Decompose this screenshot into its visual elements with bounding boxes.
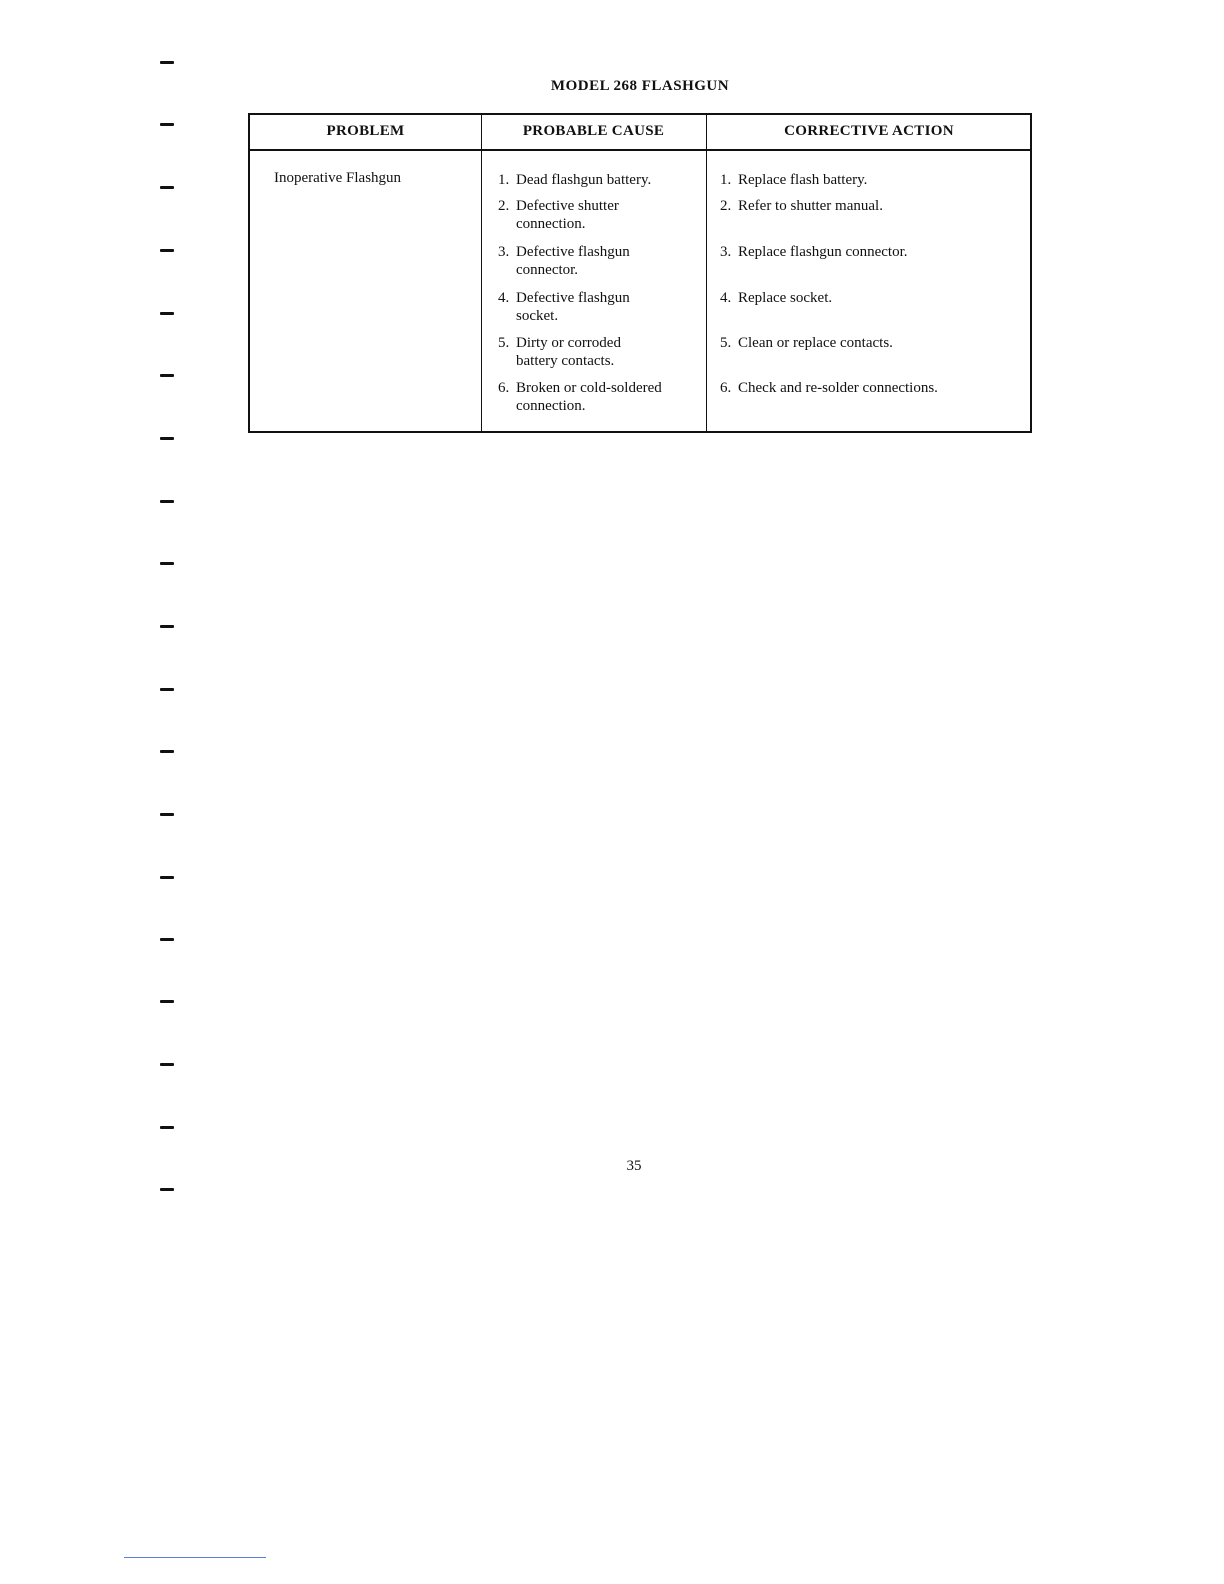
action-item [720,334,1030,352]
binding-mark [160,312,174,315]
page-title: MODEL 268 FLASHGUN [550,78,730,94]
troubleshooting-table [248,113,1032,433]
action-text: Clean or replace contacts. [738,335,893,351]
cause-number: 2. [498,198,510,214]
cause-item [498,171,703,189]
binding-mark [160,938,174,941]
cause-item [498,289,703,325]
cause-number: 3. [498,244,510,260]
action-item [720,379,1030,397]
binding-mark [160,249,174,252]
binding-mark [160,1000,174,1003]
binding-mark [160,61,174,64]
action-text: Refer to shutter manual. [738,198,883,214]
cause-text-continued: connector. [516,262,579,278]
binding-mark [160,123,174,126]
action-text: Replace socket. [738,290,833,306]
action-text: Replace flash battery. [738,172,868,188]
cause-text: Broken or cold-soldered [516,380,662,396]
header-rule [250,149,1030,151]
page-number: 35 [626,1158,642,1174]
cause-number: 5. [498,335,510,351]
action-item [720,197,1030,215]
header-corrective-action: CORRECTIVE ACTION [784,123,954,139]
action-number: 6. [720,380,732,396]
header-probable-cause: PROBABLE CAUSE [522,123,665,139]
cause-item [498,243,703,279]
cause-text-continued: connection. [516,216,586,232]
cause-text: Defective flashgun [516,244,630,260]
binding-mark [160,437,174,440]
action-item [720,243,1030,261]
binding-mark [160,1063,174,1066]
binding-mark [160,625,174,628]
cause-item [498,197,703,233]
column-divider [481,115,482,431]
binding-mark [160,813,174,816]
action-number: 5. [720,335,732,351]
binding-mark [160,1126,174,1129]
action-text: Replace flashgun connector. [738,244,908,260]
cause-text: Dirty or corroded [516,335,621,351]
problem-cell: Inoperative Flashgun [274,170,402,186]
binding-mark [160,876,174,879]
cause-text-continued: connection. [516,398,586,414]
action-text: Check and re-solder connections. [738,380,938,396]
binding-marks [160,0,180,1584]
action-item [720,171,1030,189]
cause-number: 4. [498,290,510,306]
cause-number: 6. [498,380,510,396]
binding-mark [160,750,174,753]
cause-text: Dead flashgun battery. [516,172,652,188]
binding-mark [160,562,174,565]
binding-mark [160,374,174,377]
action-number: 4. [720,290,732,306]
binding-mark [160,186,174,189]
cause-text: Defective flashgun [516,290,630,306]
binding-mark [160,1188,174,1191]
cause-item [498,334,703,370]
action-item [720,289,1030,307]
binding-mark [160,688,174,691]
action-number: 2. [720,198,732,214]
cause-text-continued: battery contacts. [516,353,615,369]
cause-text: Defective shutter [516,198,619,214]
column-divider [706,115,707,431]
cause-number: 1. [498,172,510,188]
action-number: 1. [720,172,732,188]
cause-item [498,379,703,415]
footer-rule [124,1557,266,1558]
action-number: 3. [720,244,732,260]
cause-text-continued: socket. [516,308,559,324]
header-problem: PROBLEM [326,123,405,139]
binding-mark [160,500,174,503]
